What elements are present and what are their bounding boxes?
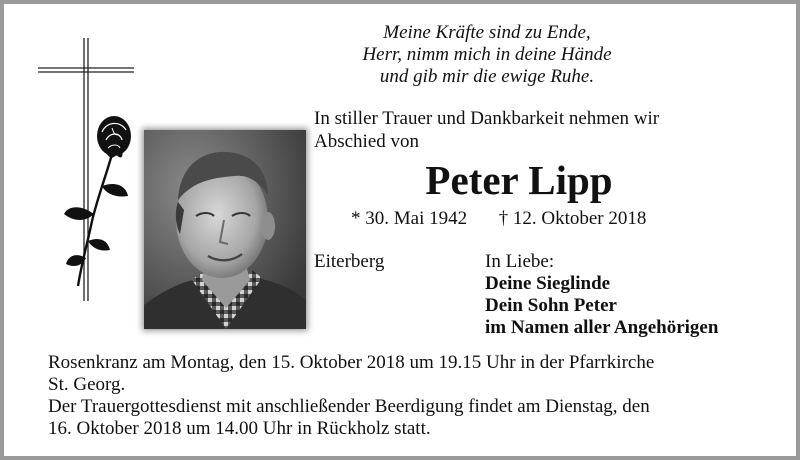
birth-date: * 30. Mai 1942 [351, 208, 468, 229]
notes-line: St. Georg. [48, 374, 126, 395]
mourner-line: im Namen aller Angehörigen [485, 317, 719, 338]
mourners-lead: In Liebe: [485, 251, 555, 272]
verse-line: Herr, nimm mich in deine Hände [362, 44, 612, 65]
residence-place: Eiterberg [314, 251, 385, 272]
notes-line: Rosenkranz am Montag, den 15. Oktober 2018 um 19.15 Uhr in der Pfarrkirche [48, 352, 655, 373]
notes-line: 16. Oktober 2018 um 14.00 Uhr in Rückholz statt. [48, 418, 431, 439]
death-date: † 12. Oktober 2018 [498, 208, 647, 229]
intro-line: In stiller Trauer und Dankbarkeit nehmen wir [314, 108, 660, 129]
notes-line: Der Trauergottesdienst mit anschließender Beerdigung findet am Dienstag, den [48, 396, 650, 417]
verse-line: und gib mir die ewige Ruhe. [379, 66, 595, 87]
service-notes [48, 352, 768, 440]
mourners-block [485, 251, 718, 339]
mourner-line: Dein Sohn Peter [485, 295, 617, 316]
verse-line: Meine Kräfte sind zu Ende, [383, 22, 591, 43]
life-dates [351, 207, 646, 231]
intro-text [314, 107, 754, 153]
cross-with-rose-icon [36, 36, 136, 306]
deceased-name: Peter Lipp [425, 157, 613, 203]
mourner-line: Deine Sieglinde [485, 273, 611, 294]
verse [304, 22, 670, 88]
intro-line: Abschied von [314, 131, 420, 152]
portrait-photo [144, 130, 306, 329]
